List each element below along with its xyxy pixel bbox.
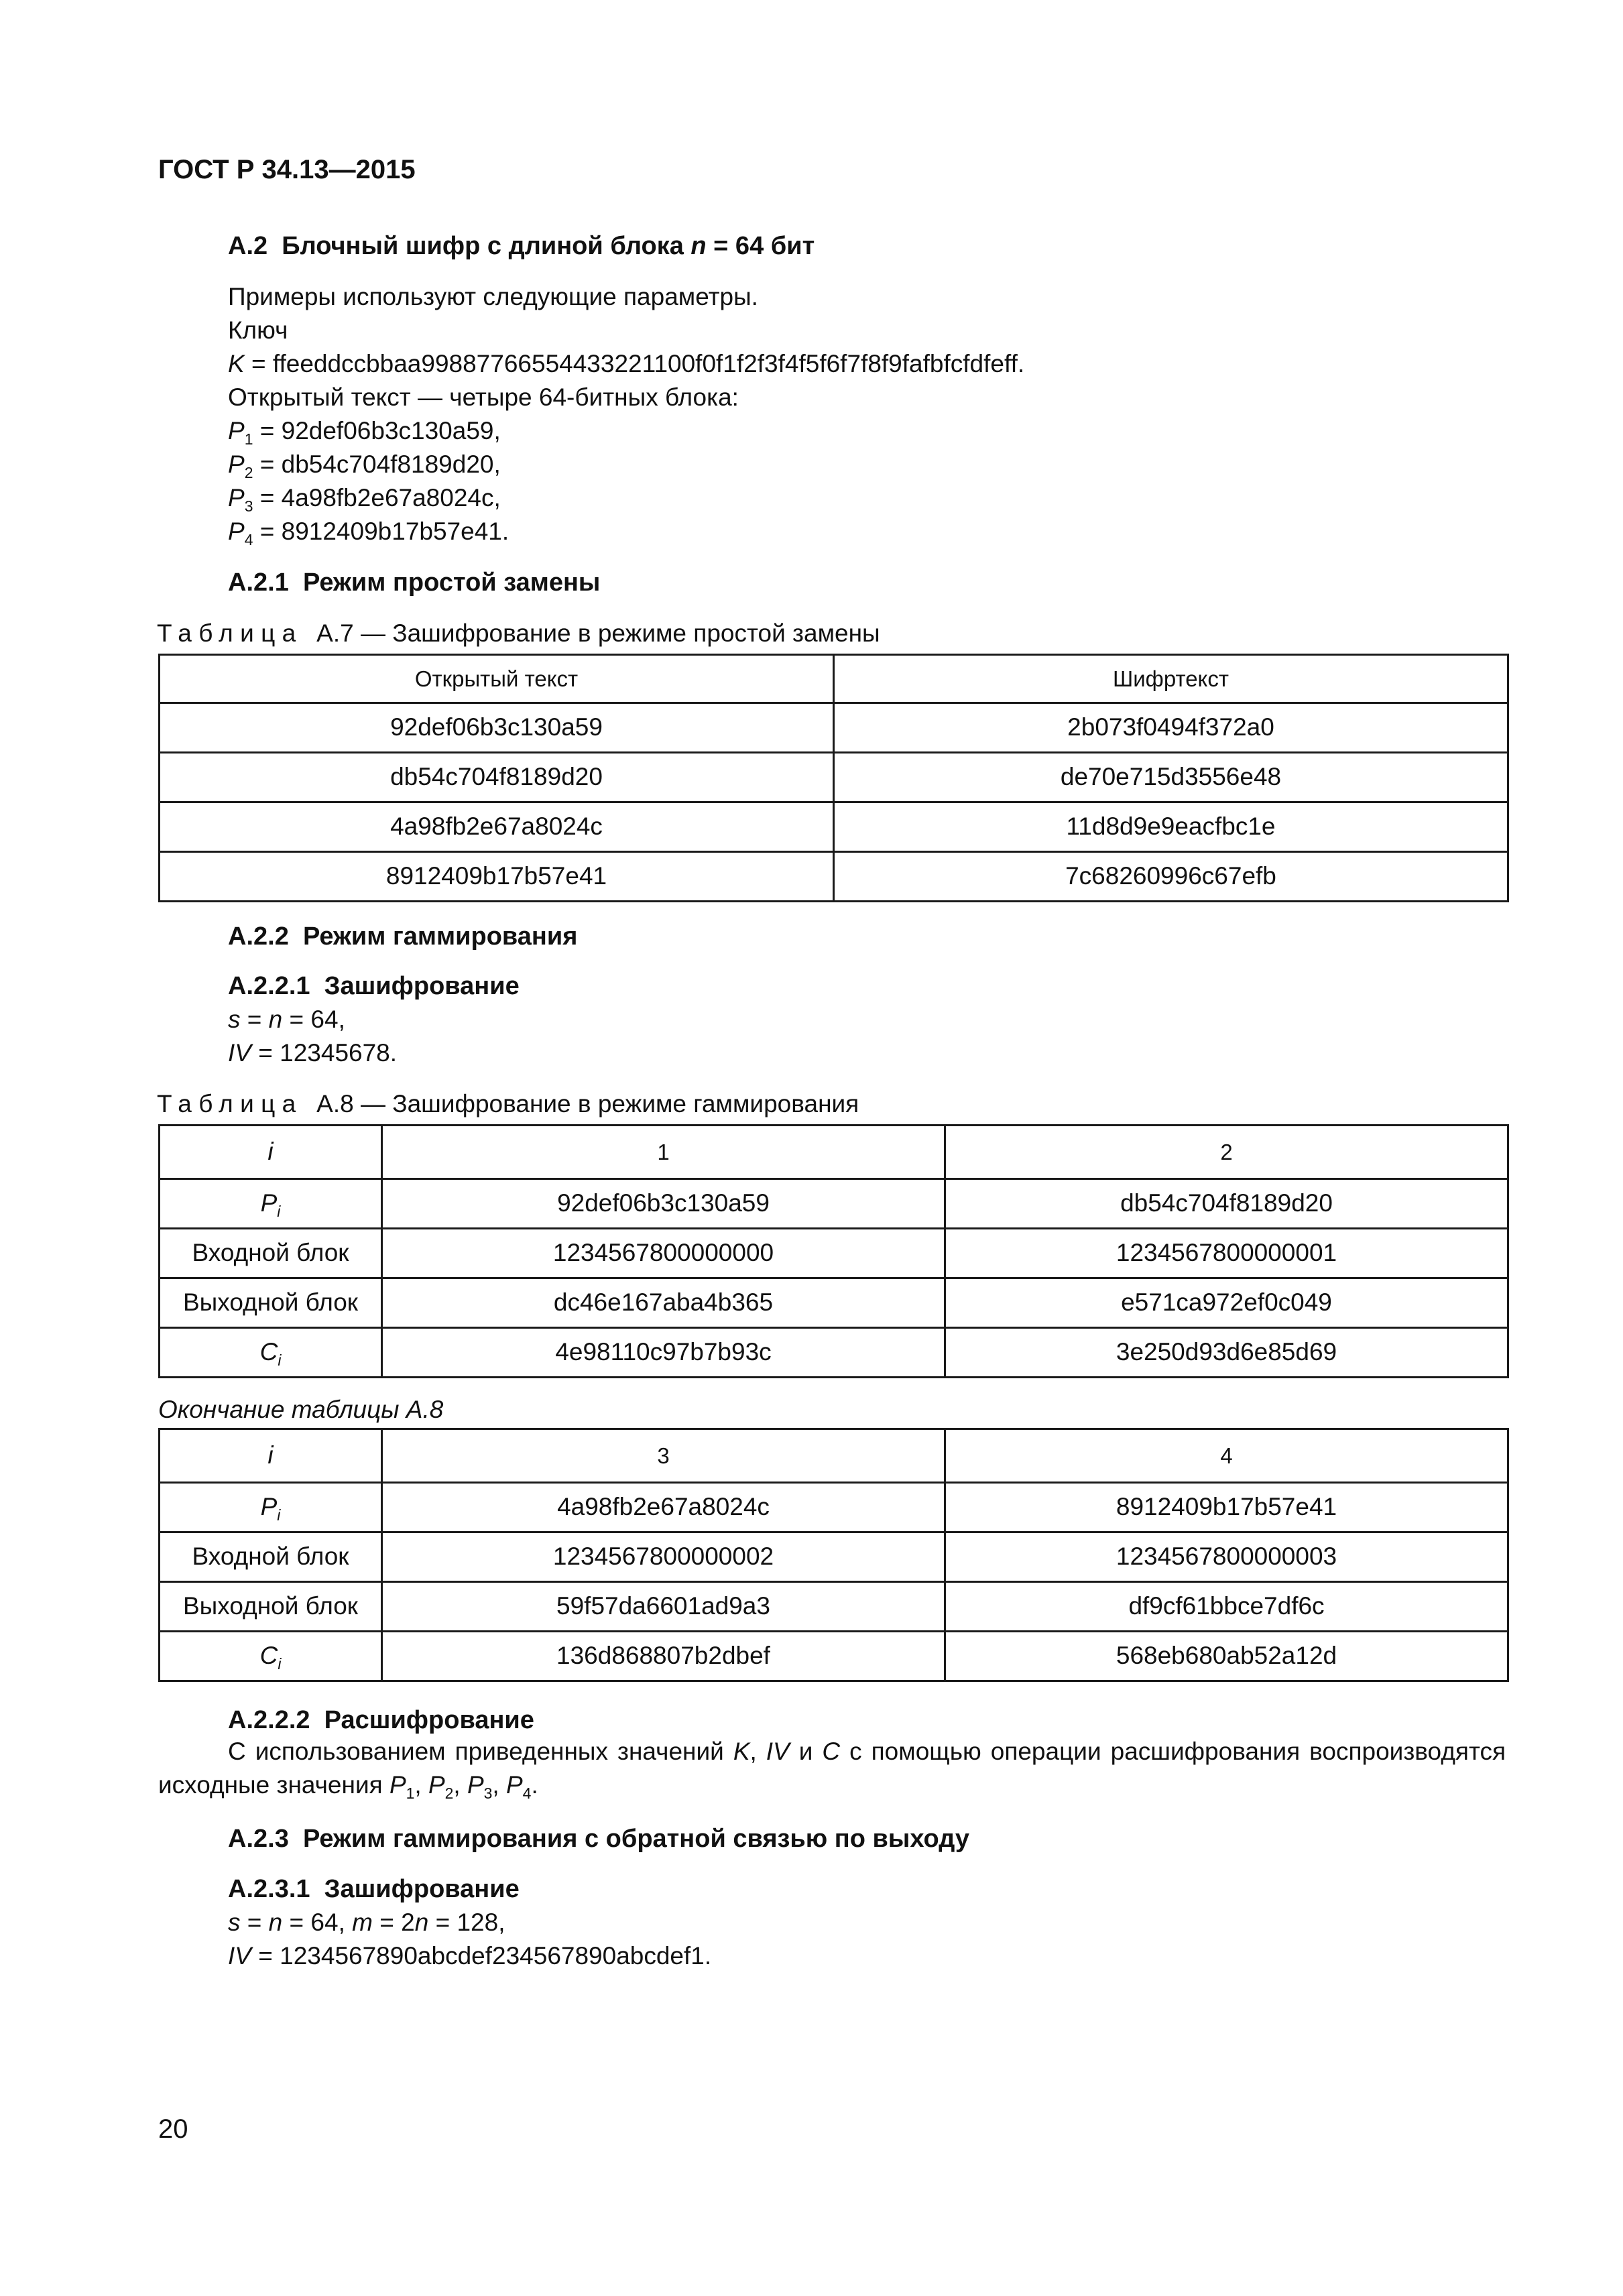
- table-cell: 2b073f0494f372a0: [834, 703, 1508, 753]
- table-a8-part1: [158, 1124, 1509, 1378]
- section-a221-heading: [228, 971, 520, 1003]
- param-iv-line: [228, 1941, 711, 1972]
- subscript-i: i: [277, 1506, 281, 1524]
- section-title: Режим гаммирования с обратной связью по выходу: [302, 1825, 969, 1853]
- row-label-output: Выходной блок: [160, 1582, 382, 1632]
- section-title: Режим простой замены: [302, 568, 601, 597]
- block-symbol: P: [228, 450, 245, 478]
- param-s-m-line: [228, 1907, 505, 1938]
- text-run: С использованием приведенных значений: [228, 1738, 733, 1765]
- section-title-var: n: [690, 232, 707, 260]
- table-row: [160, 1126, 1508, 1179]
- param-value: = 128,: [428, 1909, 505, 1936]
- column-header: 3: [382, 1429, 945, 1483]
- table-row: [160, 852, 1508, 902]
- plaintext-label: Открытый текст — четыре 64-битных блока:: [228, 383, 739, 411]
- table-cell: 1234567800000000: [382, 1229, 945, 1278]
- table-continuation-caption: [158, 1394, 443, 1425]
- column-header: 4: [945, 1429, 1508, 1483]
- page-number: 20: [158, 2114, 188, 2144]
- table-cell: 3e250d93d6e85d69: [945, 1328, 1508, 1378]
- decrypt-paragraph: [158, 1735, 1506, 1802]
- row-label-c: [160, 1632, 382, 1681]
- var-p: P: [467, 1771, 484, 1799]
- table-word: Таблица: [157, 1090, 303, 1117]
- section-title: Зашифрование: [324, 972, 520, 1000]
- table-cell: df9cf61bbce7df6c: [945, 1582, 1508, 1632]
- table-a7: [158, 654, 1509, 902]
- row-label-i: [160, 1126, 382, 1179]
- section-title-part: Блочный шифр с длиной блока: [282, 232, 691, 260]
- key-line: [228, 349, 1024, 379]
- document-code: ГОСТ Р 34.13—2015: [158, 155, 416, 184]
- param-value: = 64,: [282, 1006, 345, 1033]
- section-a2-heading: [228, 231, 815, 263]
- equals: =: [240, 1909, 269, 1936]
- var-s: s: [228, 1006, 241, 1033]
- subscript-i: i: [277, 1203, 281, 1221]
- param-s-line: [228, 1004, 345, 1035]
- table-cell: 11d8d9e9eacfbc1e: [834, 802, 1508, 852]
- var-n: n: [414, 1909, 429, 1936]
- section-a231-heading: [228, 1874, 520, 1906]
- section-number: А.2.1: [228, 568, 289, 597]
- column-header: 2: [945, 1126, 1508, 1179]
- table-row: [160, 1429, 1508, 1483]
- row-label-i: [160, 1429, 382, 1483]
- block-subscript: 2: [244, 464, 253, 482]
- var-n: n: [268, 1006, 283, 1033]
- table-row: [160, 753, 1508, 802]
- var-p: P: [389, 1771, 406, 1799]
- table-cell: 1234567800000001: [945, 1229, 1508, 1278]
- table-row: [160, 802, 1508, 852]
- text-run: .: [531, 1771, 538, 1799]
- subscript: 1: [406, 1785, 415, 1803]
- table-cell: db54c704f8189d20: [160, 753, 834, 802]
- subscript: 4: [522, 1785, 532, 1803]
- table-cell: 92def06b3c130a59: [160, 703, 834, 753]
- block-subscript: 1: [244, 430, 253, 448]
- table-cell: 4a98fb2e67a8024c: [382, 1483, 945, 1532]
- block-line: [228, 483, 501, 516]
- row-label-p: [160, 1483, 382, 1532]
- var-k: K: [733, 1738, 750, 1765]
- var-m: m: [352, 1909, 373, 1936]
- table-cell: db54c704f8189d20: [945, 1179, 1508, 1229]
- var-n: n: [268, 1909, 283, 1936]
- section-number: А.2.3.1: [228, 1875, 310, 1903]
- table-cell: 4a98fb2e67a8024c: [160, 802, 834, 852]
- section-title: Расшифрование: [324, 1706, 534, 1734]
- row-label-input: Входной блок: [160, 1532, 382, 1582]
- table-cell: 1234567800000002: [382, 1532, 945, 1582]
- column-header: Открытый текст: [160, 655, 834, 703]
- section-number: А.2.2.1: [228, 972, 310, 1000]
- table-cell: 4e98110c97b7b93c: [382, 1328, 945, 1378]
- section-a222-heading: [228, 1705, 534, 1737]
- block-line: [228, 516, 509, 547]
- block-line: [228, 416, 501, 446]
- var-iv: IV: [766, 1738, 790, 1765]
- table-cell: 59f57da6601ad9a3: [382, 1582, 945, 1632]
- var-i: i: [267, 1138, 274, 1166]
- text-run: и: [789, 1738, 823, 1765]
- row-label-c: [160, 1328, 382, 1378]
- var-s: s: [228, 1909, 241, 1936]
- key-symbol: K: [228, 350, 245, 377]
- table-cell: 568eb680ab52a12d: [945, 1632, 1508, 1681]
- table-row: [160, 1632, 1508, 1681]
- var-c: C: [259, 1338, 278, 1366]
- var-p: P: [260, 1493, 278, 1521]
- block-symbol: P: [228, 484, 245, 511]
- key-value: = ffeeddccbbaa99887766554433221100f0f1f2f3f4f5f6f7f8f9fafbfcfdfeff.: [244, 350, 1025, 377]
- table-a7-caption: [157, 618, 880, 649]
- block-value: = 92def06b3c130a59,: [253, 417, 501, 444]
- param-value: = 2: [372, 1909, 415, 1936]
- table-a8-part2: [158, 1428, 1509, 1682]
- var-p: P: [505, 1771, 523, 1799]
- var-iv: IV: [228, 1039, 251, 1067]
- section-number: А.2.2: [228, 922, 289, 951]
- subscript-i: i: [278, 1351, 282, 1370]
- section-number: А.2.3: [228, 1825, 289, 1853]
- section-number: А.2.2.2: [228, 1706, 310, 1734]
- column-header: 1: [382, 1126, 945, 1179]
- param-value: = 1234567890abcdef234567890abcdef1.: [251, 1942, 712, 1970]
- table-cell: 7c68260996c67efb: [834, 852, 1508, 902]
- block-value: = db54c704f8189d20,: [253, 450, 501, 478]
- block-value: = 8912409b17b57e41.: [253, 518, 509, 545]
- param-value: = 64,: [282, 1909, 353, 1936]
- section-a23-heading: [228, 1823, 969, 1856]
- table-row: [160, 1328, 1508, 1378]
- separator: ,: [492, 1771, 506, 1799]
- intro-text: Примеры используют следующие параметры.: [228, 283, 758, 310]
- equals: =: [240, 1006, 269, 1033]
- param-iv-line: [228, 1038, 397, 1069]
- var-p: P: [428, 1771, 445, 1799]
- separator: ,: [414, 1771, 428, 1799]
- table-row: [160, 1229, 1508, 1278]
- table-cell: 92def06b3c130a59: [382, 1179, 945, 1229]
- block-subscript: 3: [244, 497, 253, 516]
- table-cell: de70e715d3556e48: [834, 753, 1508, 802]
- section-a22-heading: [228, 921, 577, 953]
- param-value: = 12345678.: [251, 1039, 398, 1067]
- table-cell: 8912409b17b57e41: [160, 852, 834, 902]
- section-a21-heading: [228, 567, 600, 599]
- section-title-part: = 64 бит: [706, 232, 815, 260]
- table-row: [160, 1483, 1508, 1532]
- var-c: C: [259, 1642, 278, 1670]
- row-label-output: Выходной блок: [160, 1278, 382, 1328]
- subscript: 3: [483, 1785, 493, 1803]
- block-symbol: P: [228, 518, 245, 545]
- key-label: Ключ: [228, 316, 288, 344]
- var-iv: IV: [228, 1942, 251, 1970]
- block-line: [228, 449, 501, 480]
- subscript-i: i: [278, 1655, 282, 1673]
- table-row: [160, 703, 1508, 753]
- block-value: = 4a98fb2e67a8024c,: [253, 484, 501, 511]
- table-word: Таблица: [157, 619, 303, 647]
- section-title: Зашифрование: [324, 1875, 520, 1903]
- table-row: [160, 1278, 1508, 1328]
- table-caption-text: А.7 — Зашифрование в режиме простой замены: [316, 619, 880, 647]
- block-symbol: P: [228, 417, 245, 444]
- table-row: [160, 1582, 1508, 1632]
- table-cell: e571ca972ef0c049: [945, 1278, 1508, 1328]
- table-cell: 1234567800000003: [945, 1532, 1508, 1582]
- table-cell: dc46e167aba4b365: [382, 1278, 945, 1328]
- table-row: [160, 1532, 1508, 1582]
- var-c: C: [822, 1738, 841, 1765]
- row-label-p: [160, 1179, 382, 1229]
- column-header: Шифртекст: [834, 655, 1508, 703]
- var-i: i: [267, 1441, 274, 1469]
- table-cell: 136d868807b2dbef: [382, 1632, 945, 1681]
- section-title: Режим гаммирования: [302, 922, 578, 951]
- separator: ,: [453, 1771, 467, 1799]
- table-cell: 8912409b17b57e41: [945, 1483, 1508, 1532]
- text-run: с помощью операции расшифрования воспроизводятся исходные значения: [158, 1738, 1506, 1799]
- table-row: [160, 1179, 1508, 1229]
- table-a8-caption: [157, 1089, 859, 1120]
- var-p: P: [260, 1189, 278, 1217]
- section-number: А.2: [228, 232, 268, 260]
- table-caption-text: А.8 — Зашифрование в режиме гаммирования: [316, 1090, 859, 1117]
- continuation-text: Окончание таблицы А.8: [158, 1396, 444, 1423]
- block-subscript: 4: [244, 531, 253, 549]
- subscript: 2: [444, 1785, 454, 1803]
- row-label-input: Входной блок: [160, 1229, 382, 1278]
- separator: ,: [749, 1738, 766, 1765]
